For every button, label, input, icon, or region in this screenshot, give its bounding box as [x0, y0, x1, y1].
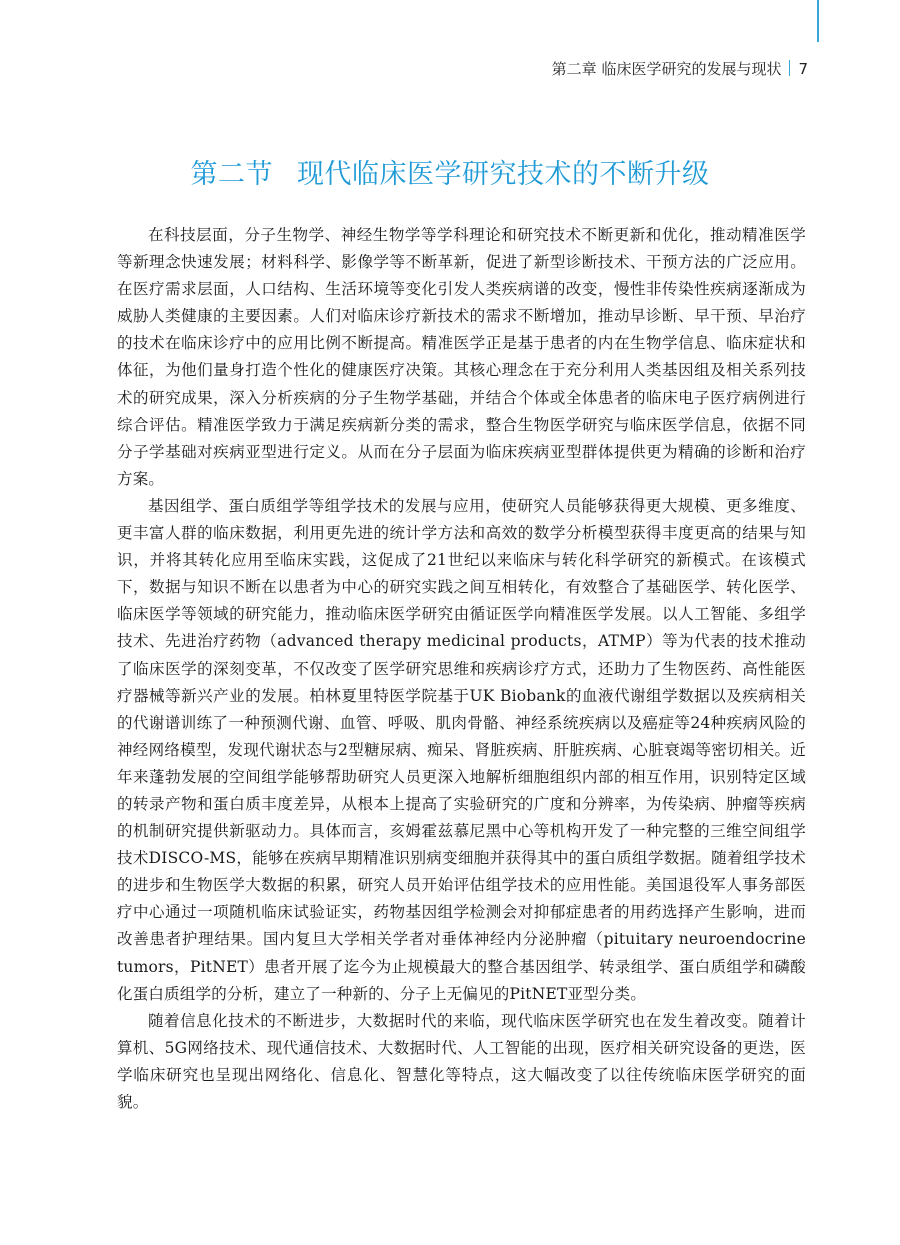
- paragraph: 随着信息化技术的不断进步，大数据时代的来临，现代临床医学研究也在发生着改变。随着计算机、5G网络技术、现代通信技术、大数据时代、人工智能的出现，医疗相关研究设备的更迭，医学临床研究也呈现出网络化、信息化、智慧化等特点，这大幅改变了以往传统临床医学研究的面貌。: [117, 1011, 806, 1111]
- paragraph: 基因组学、蛋白质组学等组学技术的发展与应用，使研究人员能够获得更大规模、更多维度、更丰富人群的临床数据，利用更先进的统计学方法和高效的数学分析模型获得丰度更高的结果与知识，并将其转化应用至临床实践，这促成了21世纪以来临床与转化科学研究的新模式。在该模式下，数据与知识不断在以患者为中心的研究实践之间互相转化，有效整合了基础医学、转化医学、临床医学等领域的研究能力，推动临床医学研究由循证医学向精准医学发展。以人工智能、多组学技术、先进治疗药物（advanced therapy medicinal products，ATMP）等为代表的技术推动了临床医学的深刻变革，不仅改变了医学研究思维和疾病诊疗方式，还助力了生物医药、高性能医疗器械等新兴产业的发展。柏林夏里特医学院基于UK Biobank的血液代谢组学数据以及疾病相关的代谢谱训练了一种预测代谢、血管、呼吸、肌肉骨骼、神经系统疾病以及癌症等24种疾病风险的神经网络模型，发现代谢状态与2型糖尿病、痴呆、肾脏疾病、肝脏疾病、心脏衰竭等密切相关。近年来蓬勃发展的空间组学能够帮助研究人员更深入地解析细胞组织内部的相互作用，识别特定区域的转录产物和蛋白质丰度差异，从根本上提高了实验研究的广度和分辨率，为传染病、肿瘤等疾病的机制研究提供新驱动力。具体而言，亥姆霍兹慕尼黑中心等机构开发了一种完整的三维空间组学技术DISCO-MS，能够在疾病早期精准识别病变细胞并获得其中的蛋白质组学数据。随着组学技术的进步和生物医学大数据的积累，研究人员开始评估组学技术的应用性能。美国退役军人事务部医疗中心通过一项随机临床试验证实，药物基因组学检测会对抑郁症患者的用药选择产生影响，进而改善患者护理结果。国内复旦大学相关学者对垂体神经内分泌肿瘤（pituitary neuroendocrine tumors，PitNET）患者开展了迄今为止规模最大的整合基因组学、转录组学、蛋白质组学和磷酸化蛋白质组学的分析，建立了一种新的、分子上无偏见的PitNET亚型分类。: [117, 496, 806, 1003]
- top-accent-rule: [817, 0, 819, 42]
- paragraph: 在科技层面，分子生物学、神经生物学等学科理论和研究技术不断更新和优化，推动精准医学等新理念快速发展；材料科学、影像学等不断革新，促进了新型诊断技术、干预方法的广泛应用。在医疗需求层面，人口结构、生活环境等变化引发人类疾病谱的改变，慢性非传染性疾病逐渐成为威胁人类健康的主要因素。人们对临床诊疗新技术的需求不断增加，推动早诊断、早干预、早治疗的技术在临床诊疗中的应用比例不断提高。精准医学正是基于患者的内在生物学信息、临床症状和体征，为他们量身打造个性化的健康医疗决策。其核心理念在于充分利用人类基因组及相关系列技术的研究成果，深入分析疾病的分子生物学基础，并结合个体或全体患者的临床电子医疗病例进行综合评估。精准医学致力于满足疾病新分类的需求，整合生物医学研究与临床医学信息，依据不同分子学基础对疾病亚型进行定义。从而在分子层面为临床疾病亚型群体提供更为精确的诊断和治疗方案。: [117, 226, 806, 488]
- chapter-title: 第二章 临床医学研究的发展与现状: [551, 60, 782, 78]
- section-title: [0, 152, 900, 191]
- body-text: [117, 222, 806, 1116]
- page-number: 7: [798, 60, 808, 78]
- section-heading: 现代临床医学研究技术的不断升级: [297, 159, 710, 190]
- header-divider: [789, 60, 790, 76]
- running-head: [552, 58, 808, 79]
- section-number: 第二节: [190, 159, 273, 190]
